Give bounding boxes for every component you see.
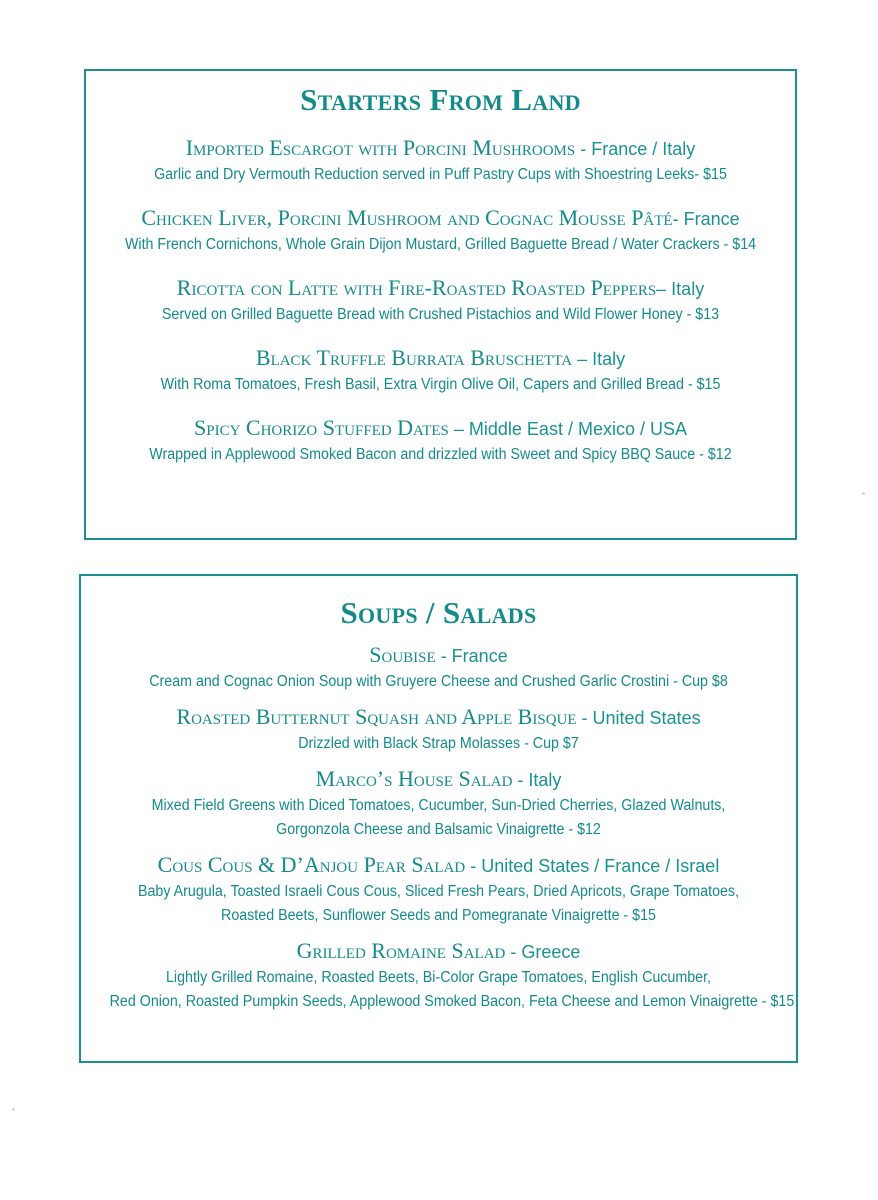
item-name: Cous Cous & D’Anjou Pear Salad xyxy=(157,852,466,877)
menu-item-burrata-bruschetta xyxy=(86,345,795,397)
item-name: Soubise xyxy=(369,642,436,667)
menu-item-butternut-bisque xyxy=(81,704,796,756)
starters-panel xyxy=(84,69,797,540)
item-description: Garlic and Dry Vermouth Reduction served in Puff Pastry Cups with Shoestring Leeks- $15 xyxy=(154,166,727,183)
item-origin: - United States xyxy=(576,708,701,728)
menu-item-chicken-liver-pate xyxy=(86,205,795,257)
item-origin: - France xyxy=(672,209,740,229)
item-description: Lightly Grilled Romaine, Roasted Beets, Bi-Color Grape Tomatoes, English Cucumber, xyxy=(165,969,712,986)
scan-speck xyxy=(862,492,865,495)
section-title-starters: Starters From Land xyxy=(300,82,581,117)
scan-speck xyxy=(12,1108,15,1111)
item-description: With Roma Tomatoes, Fresh Basil, Extra Virgin Olive Oil, Capers and Grilled Bread - $15 xyxy=(160,376,721,393)
item-description: Wrapped in Applewood Smoked Bacon and drizzled with Sweet and Spicy BBQ Sauce - $12 xyxy=(149,446,732,463)
item-description: Mixed Field Greens with Diced Tomatoes, Cucumber, Sun-Dried Cherries, Glazed Walnuts, xyxy=(151,797,726,814)
item-name: Ricotta con Latte with Fire-Roasted Roasted Peppers xyxy=(176,275,657,300)
item-description: Red Onion, Roasted Pumpkin Seeds, Applewood Smoked Bacon, Feta Cheese and Lemon Vinaigrette - $15 xyxy=(109,993,795,1010)
item-name: Spicy Chorizo Stuffed Dates xyxy=(194,415,449,440)
item-description: With French Cornichons, Whole Grain Dijon Mustard, Grilled Baguette Bread / Water Crackers - $14 xyxy=(124,236,757,253)
item-origin: - France xyxy=(435,646,508,666)
item-name: Roasted Butternut Squash and Apple Bisque xyxy=(176,704,577,729)
item-name: Grilled Romaine Salad xyxy=(296,938,506,963)
item-description: Baby Arugula, Toasted Israeli Cous Cous, Sliced Fresh Pears, Dried Apricots, Grape Tomatoes, xyxy=(137,883,740,900)
item-description: Gorgonzola Cheese and Balsamic Vinaigrette - $12 xyxy=(276,821,601,838)
item-name: Marco’s House Salad xyxy=(315,766,513,791)
menu-item-grilled-romaine xyxy=(81,938,796,1014)
menu-item-house-salad xyxy=(81,766,796,842)
menu-item-soubise xyxy=(81,642,796,694)
item-origin: - United States / France / Israel xyxy=(465,856,720,876)
menu-item-ricotta xyxy=(86,275,795,327)
menu-item-cous-cous-pear-salad xyxy=(81,852,796,928)
item-origin: - Italy xyxy=(512,770,562,790)
soups-salads-panel xyxy=(79,574,798,1063)
item-origin: – Italy xyxy=(656,279,705,299)
item-name: Black Truffle Burrata Bruschetta xyxy=(255,345,573,370)
menu-item-escargot xyxy=(86,135,795,187)
menu-item-chorizo-dates xyxy=(86,415,795,467)
item-origin: - Greece xyxy=(505,942,581,962)
item-name: Imported Escargot with Porcini Mushrooms xyxy=(185,135,576,160)
item-origin: – Middle East / Mexico / USA xyxy=(448,419,687,439)
item-name: Chicken Liver, Porcini Mushroom and Cognac Mousse Pâté xyxy=(141,205,673,230)
item-description: Drizzled with Black Strap Molasses - Cup $7 xyxy=(298,735,579,752)
section-title-soups-salads: Soups / Salads xyxy=(340,595,537,630)
item-description: Cream and Cognac Onion Soup with Gruyere Cheese and Crushed Garlic Crostini - Cup $8 xyxy=(149,673,728,690)
item-description: Served on Grilled Baguette Bread with Crushed Pistachios and Wild Flower Honey - $13 xyxy=(161,306,720,323)
item-origin: – Italy xyxy=(572,349,626,369)
item-description: Roasted Beets, Sunflower Seeds and Pomegranate Vinaigrette - $15 xyxy=(221,907,656,924)
item-origin: - France / Italy xyxy=(575,139,696,159)
